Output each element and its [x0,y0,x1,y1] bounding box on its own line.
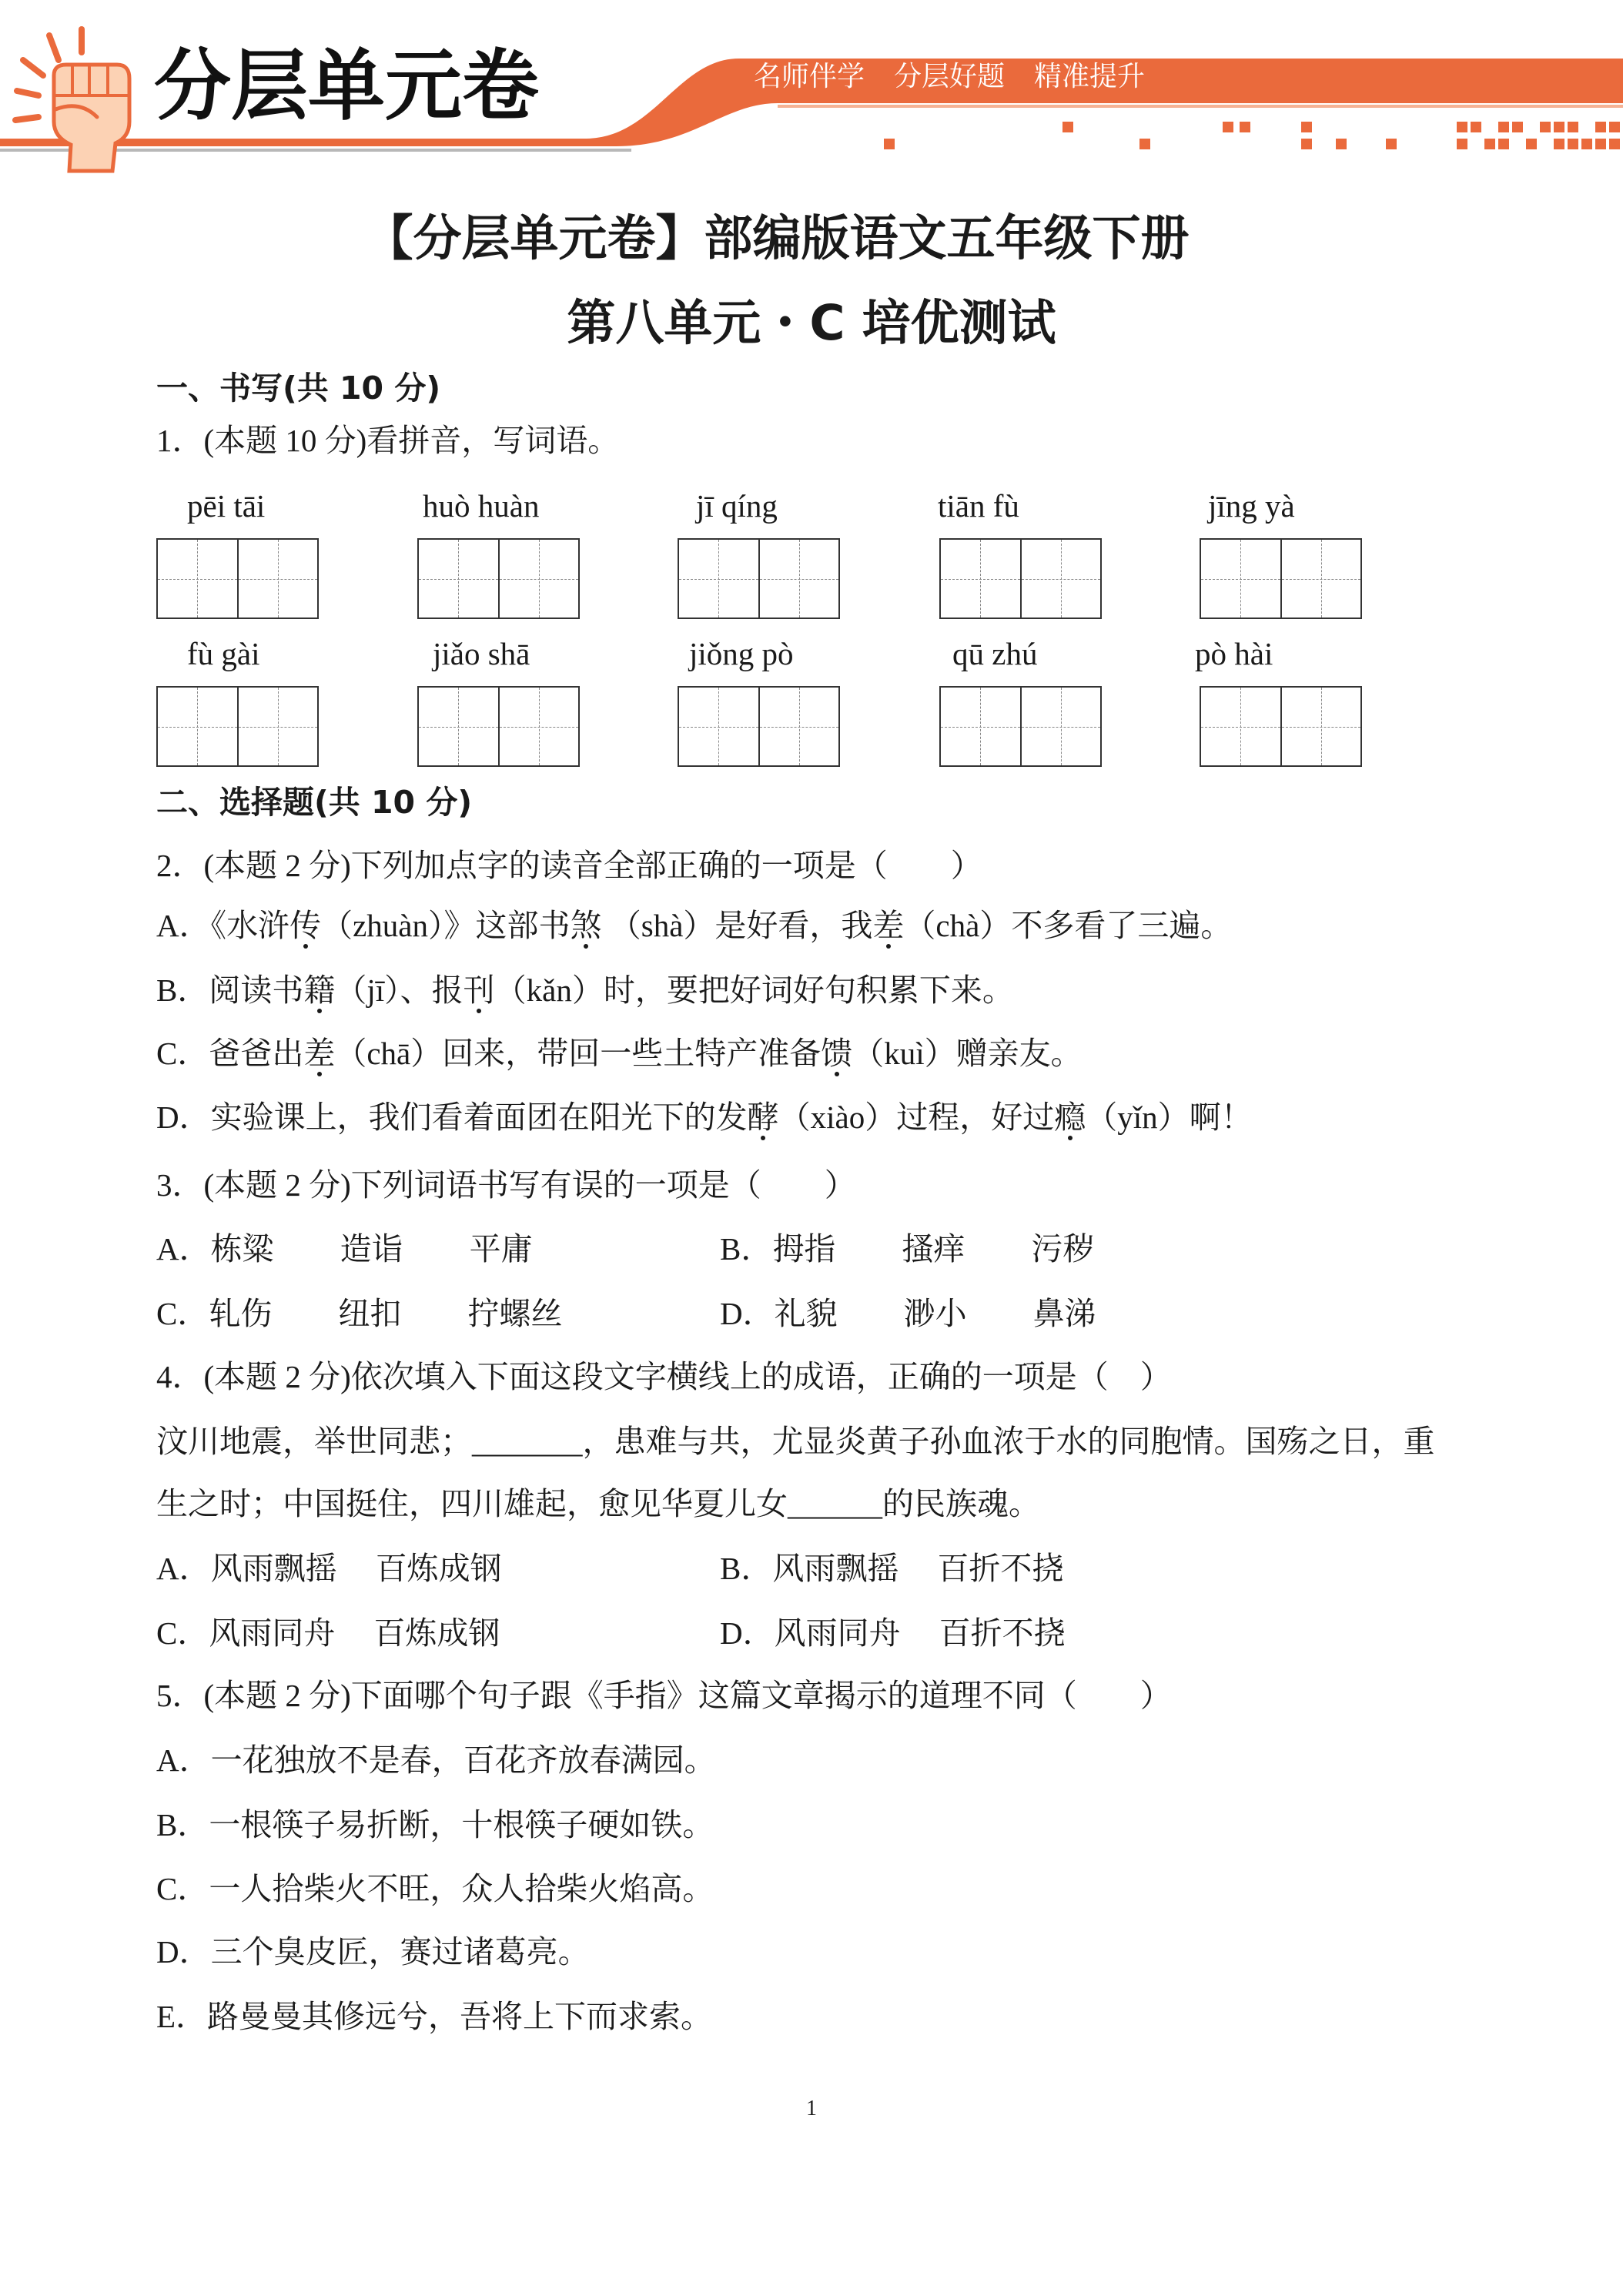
question-2-option-b [156,973,1014,1007]
option-label: C． [156,1615,209,1651]
option-word: 拧螺丝 [467,1296,563,1331]
option-word: 拇指 [772,1231,836,1267]
paper-subtitle: 第八单元・C 培优测试 [567,295,1056,351]
writing-grid [1200,686,1362,767]
writing-grid [156,538,319,619]
option-word: 纽扣 [338,1296,402,1331]
grid-cell [237,688,318,765]
pinyin-label: jiǒng pò [689,636,794,671]
option-word: 风雨飘摇 [210,1551,337,1586]
question-3-option-b [720,1232,1094,1266]
emphasized-char: 刊 [463,972,495,1008]
fist-icon [0,20,154,174]
decorative-squares [884,122,1620,149]
emphasized-char: 籍 [303,972,336,1008]
option-word: 污秽 [1031,1231,1095,1267]
pinyin-label: qū zhú [952,636,1038,671]
question-4-passage-line: 生之时；中国挺住，四川雄起，愈见华夏儿女______的民族魂。 [156,1486,1040,1521]
option-word: 礼貌 [774,1296,838,1331]
option-word: 风雨飘摇 [772,1551,899,1586]
option-word: 栋粱 [210,1231,274,1267]
option-word: 鼻涕 [1032,1296,1096,1331]
writing-grid [678,686,840,767]
pinyin-label: huò huàn [423,488,540,524]
slogan-bar [754,60,1174,94]
option-label: B． [720,1551,773,1586]
section-heading-writing: 一、书写(共 10 分) [156,370,441,407]
question-4-stem: 4．(本题 2 分)依次填入下面这段文字横线上的成语，正确的一项是（ ） [156,1359,1172,1394]
writing-grid [678,538,840,619]
question-3-option-a [156,1232,533,1266]
text-segment: （xiào）过程，好过 [778,1099,1055,1135]
grid-cell [1201,540,1280,618]
question-2-option-c [156,1036,1083,1070]
question-4-option-b [720,1551,1063,1585]
text-segment: （kuì）赠亲友。 [852,1036,1083,1071]
paper-title: 【分层单元卷】部编版语文五年级下册 [364,210,1190,266]
question-4-option-c [156,1616,500,1650]
pinyin-label: tiān fù [938,488,1019,524]
grid-cell [679,540,758,618]
emphasized-char: 煞 [570,908,602,943]
slogan-1: 名师伴学 [754,61,865,92]
option-label: D． [720,1615,775,1651]
grid-cell [158,540,237,618]
slogan-3: 精准提升 [1034,61,1146,92]
option-label: B． [720,1231,773,1267]
option-word: 轧伤 [209,1296,273,1331]
option-word: 百折不挠 [937,1551,1064,1586]
text-segment: （yǐn）啊！ [1086,1099,1253,1135]
option-word: 风雨同舟 [774,1615,901,1651]
emphasized-char: 酵 [747,1099,779,1135]
text-segment: （jī）、报 [335,972,463,1008]
grid-cell [1020,540,1101,618]
grid-cell [498,540,579,618]
writing-grid [156,686,319,767]
section-heading-choice: 二、选择题(共 10 分) [156,784,473,821]
text-segment: B．阅读书 [156,972,304,1008]
option-word: 风雨同舟 [209,1615,336,1651]
grid-cell [1020,688,1101,765]
grid-cell [941,540,1020,618]
option-word: 渺小 [903,1296,967,1331]
grid-cell [1201,688,1280,765]
option-label: A． [156,1551,211,1586]
grid-cell [237,540,318,618]
option-label: A． [156,1231,211,1267]
emphasized-char: 馈 [821,1036,853,1071]
question-2-option-d [156,1100,1253,1134]
writing-grid [417,538,580,619]
option-word: 搔痒 [902,1231,965,1267]
slogan-2: 分层好题 [894,61,1006,92]
text-segment: （chà）不多看了三遍。 [904,908,1233,943]
text-segment: （kǎn）时，要把好词好句积累下来。 [494,972,1014,1008]
question-5-option-e: E．路曼曼其修远兮，吾将上下而求索。 [156,1999,713,2034]
pinyin-label: jiǎo shā [433,636,530,671]
question-2-option-a [156,909,1232,942]
question-5-option-a: A．一花独放不是春，百花齐放春满园。 [156,1742,716,1778]
pinyin-label: fù gài [187,636,260,671]
text-segment: （zhuàn）》这部书 [321,908,571,943]
question-1-stem: 1．(本题 10 分)看拼音，写词语。 [156,423,620,458]
question-3-option-d [720,1297,1096,1330]
grid-cell [158,688,237,765]
text-segment: （shà）是好看，我 [601,908,873,943]
grid-cell [679,688,758,765]
page-number: 1 [806,2097,817,2120]
option-word: 百炼成钢 [373,1615,500,1651]
option-label: C． [156,1296,209,1331]
question-5-option-c: C．一人拾柴火不旺，众人拾柴火焰高。 [156,1871,714,1906]
question-4-option-a [156,1551,502,1585]
text-segment: D．实验课上，我们看着面团在阳光下的发 [156,1099,748,1135]
pinyin-label: jī qíng [696,488,778,524]
question-4-option-d [720,1616,1066,1650]
grid-cell [498,688,579,765]
option-word: 平庸 [469,1231,533,1267]
text-segment: A．《水浒 [156,908,290,943]
question-3-option-c [156,1297,562,1330]
text-segment: （chā）回来，带回一些土特产准备 [335,1036,822,1071]
brand-title: 分层单元卷 [154,41,539,131]
emphasized-char: 传 [289,908,322,943]
option-word: 造诣 [340,1231,403,1267]
pinyin-label: pò hài [1195,636,1273,671]
text-segment: C．爸爸出 [156,1036,304,1071]
pinyin-label: pēi tāi [187,488,266,524]
question-4-passage-line: 汶川地震，举世同悲；_______，患难与共，尤显炎黄子孙血浓于水的同胞情。国殇之日，重 [156,1424,1435,1459]
question-3-stem: 3．(本题 2 分)下列词语书写有误的一项是（ ） [156,1167,856,1203]
grid-cell [758,688,839,765]
grid-cell [419,540,498,618]
grid-cell [1280,540,1361,618]
option-label: D． [720,1296,775,1331]
grid-cell [941,688,1020,765]
emphasized-char: 差 [872,908,905,943]
grid-cell [758,540,839,618]
writing-grid [939,686,1102,767]
grid-cell [419,688,498,765]
option-word: 百折不挠 [939,1615,1066,1651]
question-5-stem: 5．(本题 2 分)下面哪个句子跟《手指》这篇文章揭示的道理不同（ ） [156,1678,1172,1713]
question-5-option-b: B．一根筷子易折断，十根筷子硬如铁。 [156,1807,714,1842]
writing-grid [417,686,580,767]
emphasized-char: 差 [303,1036,336,1071]
writing-grid [1200,538,1362,619]
question-5-option-d: D．三个臭皮匠，赛过诸葛亮。 [156,1934,590,1970]
option-word: 百炼成钢 [375,1551,502,1586]
question-2-stem: 2．(本题 2 分)下列加点字的读音全部正确的一项是（ ） [156,848,982,883]
pinyin-label: jīng yà [1208,488,1295,524]
grid-cell [1280,688,1361,765]
writing-grid [939,538,1102,619]
emphasized-char: 瘾 [1054,1099,1086,1135]
